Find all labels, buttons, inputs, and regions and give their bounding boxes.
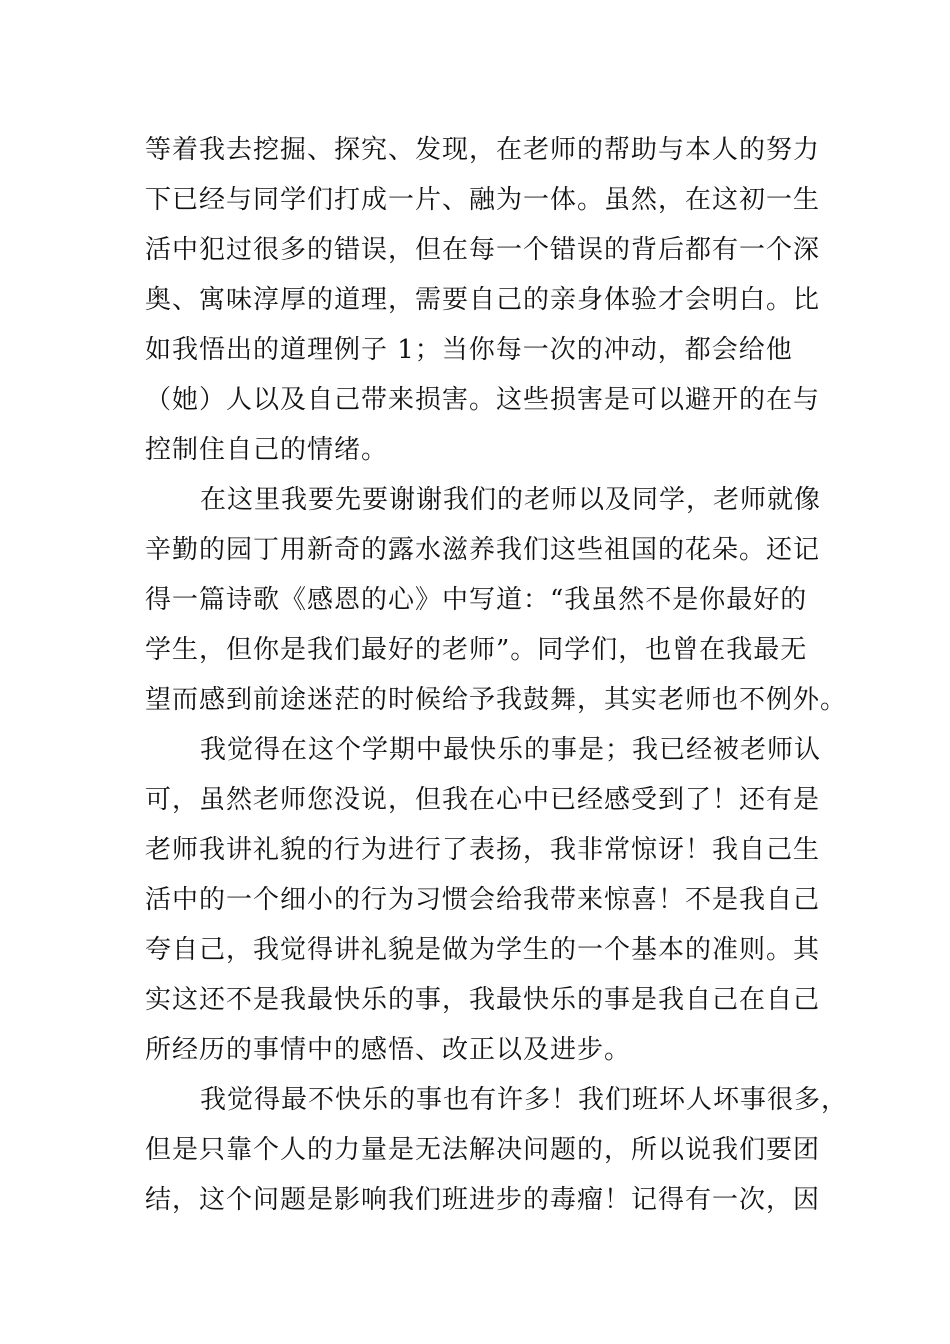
text-line: 实这还不是我最快乐的事，我最快乐的事是我自己在自己 <box>145 985 821 1015</box>
text-line: 奥、寓味淳厚的道理，需要自己的亲身体验才会明白。比 <box>145 285 821 315</box>
paragraph-first-line: 在这里我要先要谢谢我们的老师以及同学，老师就像 <box>200 485 822 515</box>
text-line: 如我悟出的道理例子 1；当你每一次的冲动，都会给他 <box>145 335 793 365</box>
text-line: 所经历的事情中的感悟、改正以及进步。 <box>145 1035 632 1065</box>
paragraph-first-line: 我觉得在这个学期中最快乐的事是；我已经被老师认 <box>200 735 822 765</box>
text-line: 辛勤的园丁用新奇的露水滋养我们这些祖国的花朵。还记 <box>145 535 821 565</box>
text-line: 可，虽然老师您没说，但我在心中已经感受到了！还有是 <box>145 785 821 815</box>
text-line: 活中的一个细小的行为习惯会给我带来惊喜！不是我自己 <box>145 885 821 915</box>
text-line: 望而感到前途迷茫的时候给予我鼓舞，其实老师也不例外。 <box>145 685 848 715</box>
paragraph-first-line: 我觉得最不快乐的事也有许多！我们班坏人坏事很多， <box>200 1085 849 1115</box>
text-line: 学生，但你是我们最好的老师”。同学们，也曾在我最无 <box>145 635 808 665</box>
text-line: 得一篇诗歌《感恩的心》中写道：“我虽然不是你最好的 <box>145 585 808 615</box>
text-line: 但是只靠个人的力量是无法解决问题的，所以说我们要团 <box>145 1135 821 1165</box>
text-line: 活中犯过很多的错误，但在每一个错误的背后都有一个深 <box>145 235 821 265</box>
text-line: （她）人以及自己带来损害。这些损害是可以避开的在与 <box>145 385 821 415</box>
text-line: 结，这个问题是影响我们班进步的毒瘤！记得有一次，因 <box>145 1185 821 1215</box>
text-line: 控制住自己的情绪。 <box>145 435 389 465</box>
text-line: 夸自己，我觉得讲礼貌是做为学生的一个基本的准则。其 <box>145 935 821 965</box>
text-line: 下已经与同学们打成一片、融为一体。虽然，在这初一生 <box>145 185 821 215</box>
text-line: 老师我讲礼貌的行为进行了表扬，我非常惊讶！我自己生 <box>145 835 821 865</box>
text-line: 等着我去挖掘、探究、发现，在老师的帮助与本人的努力 <box>145 135 821 165</box>
